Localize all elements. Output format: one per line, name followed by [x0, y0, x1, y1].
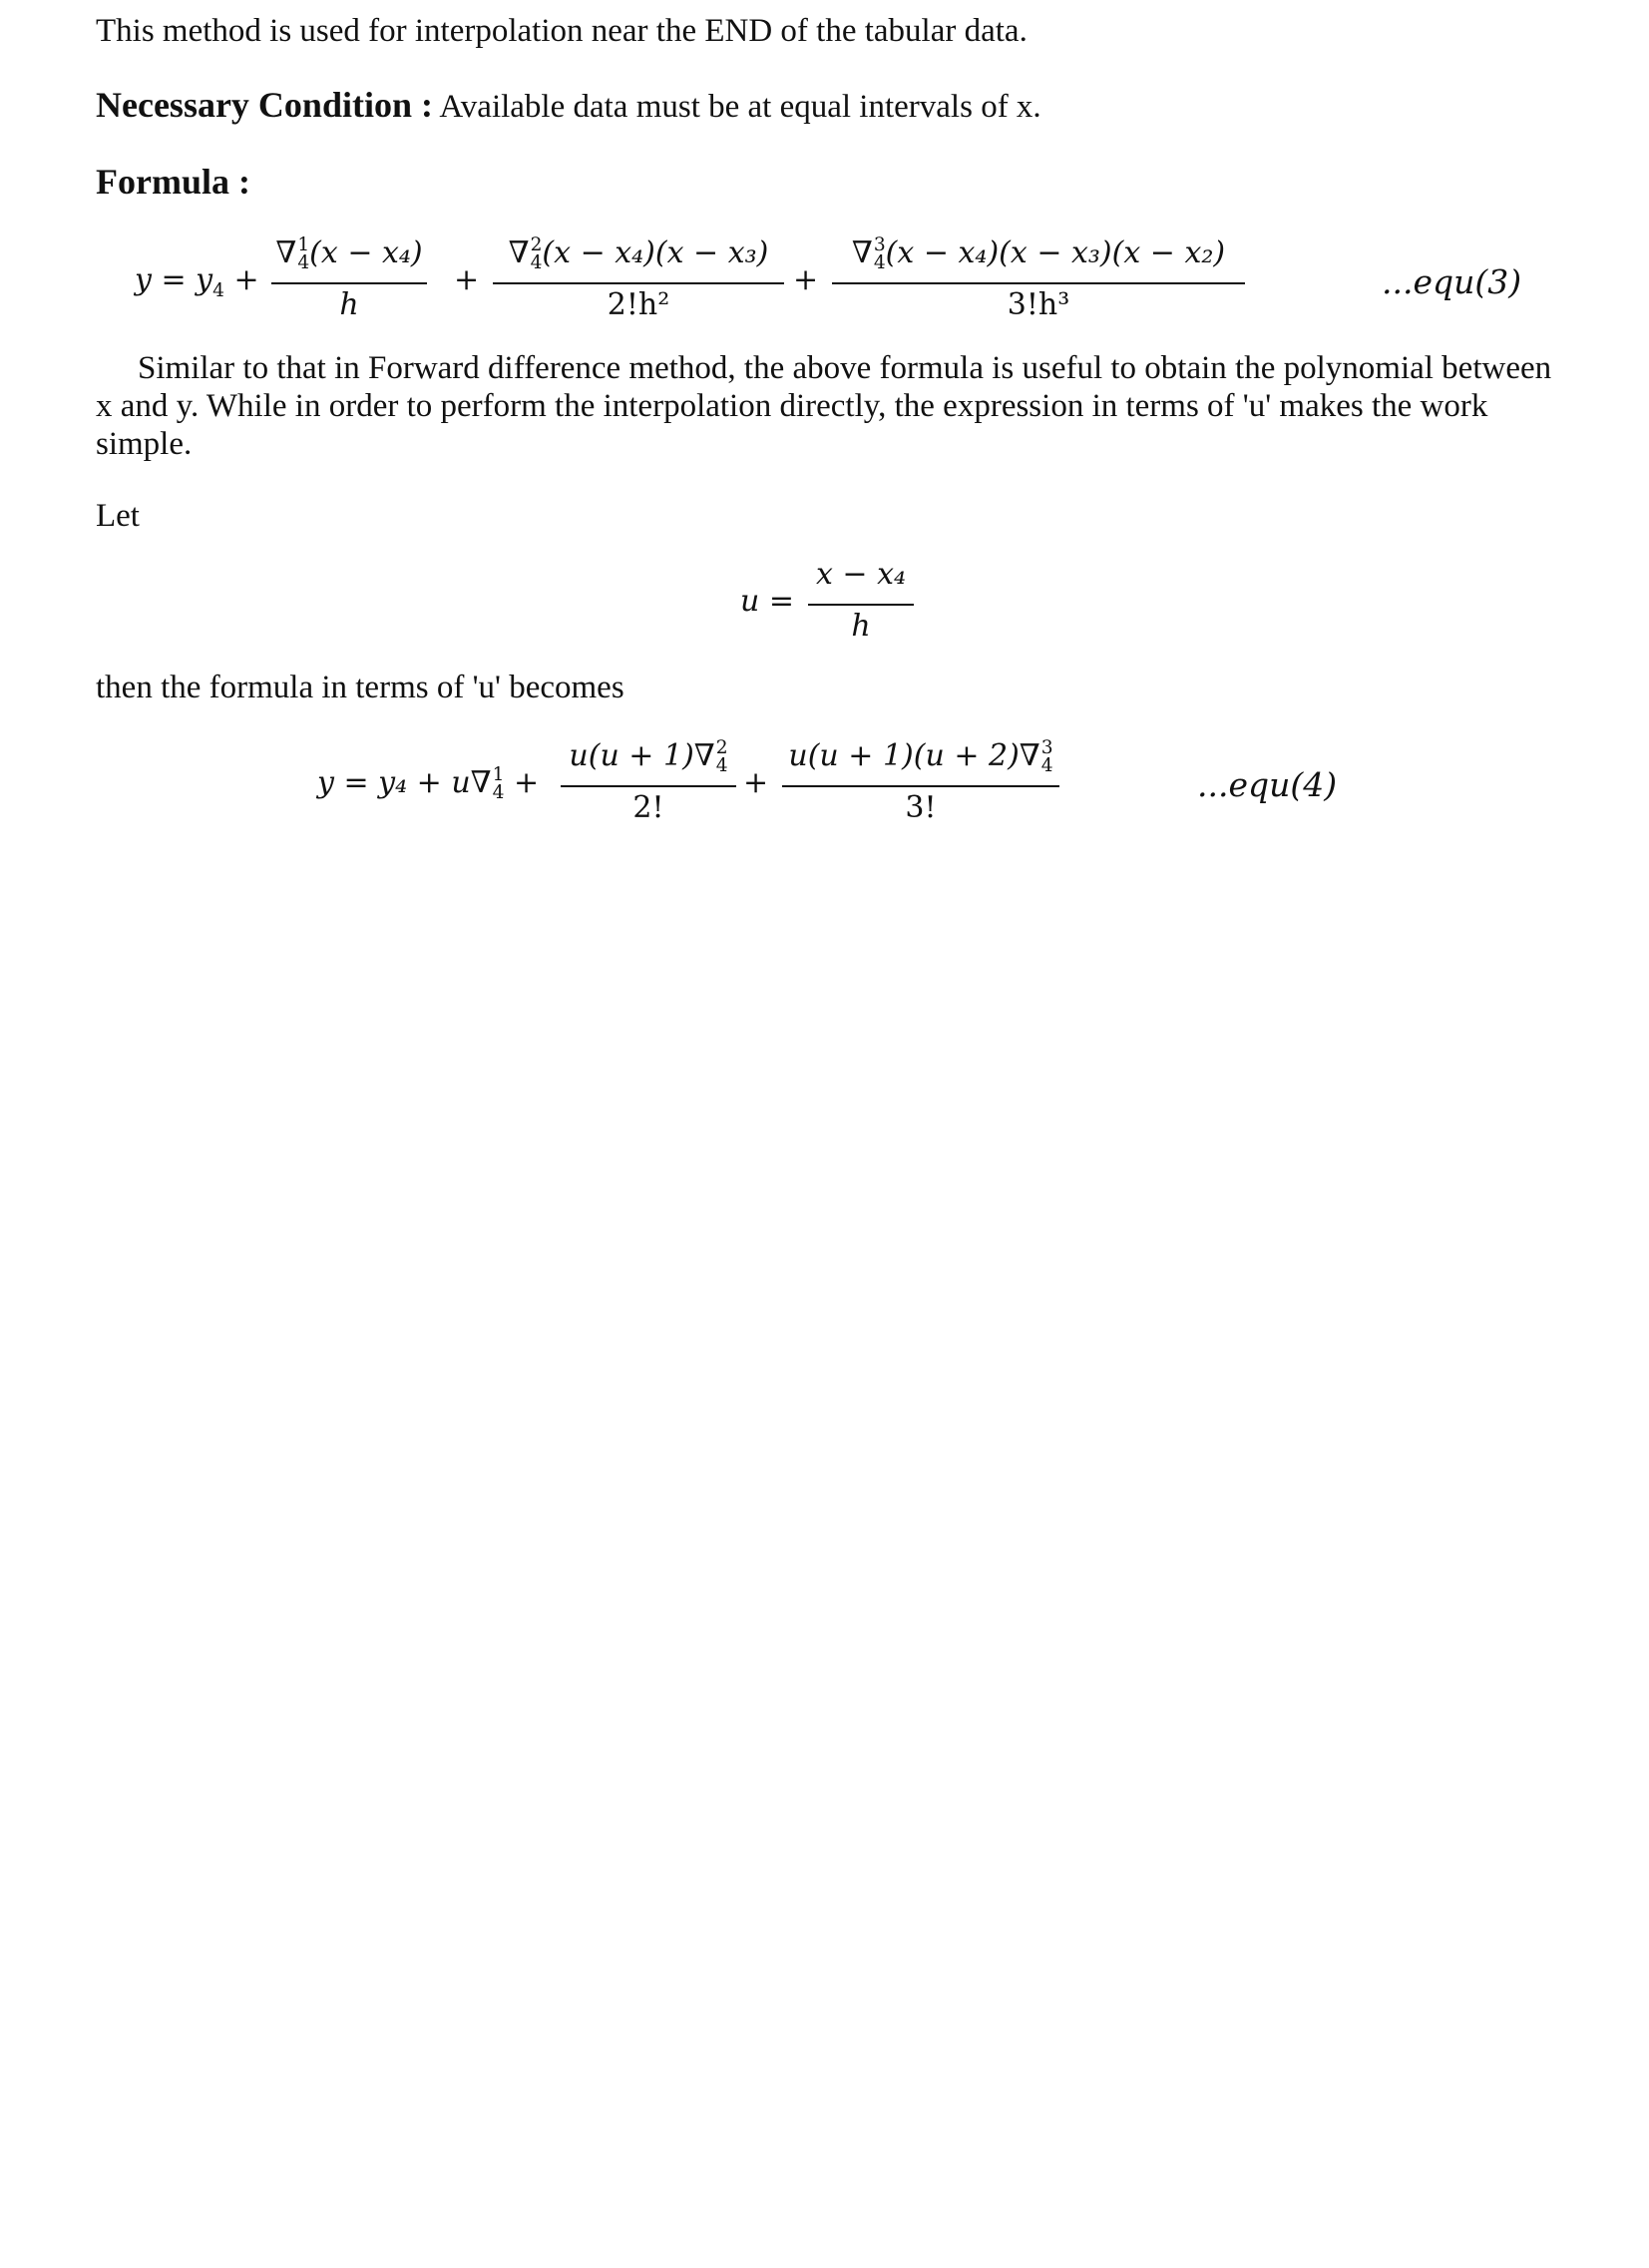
eq3-plus-1: +: [454, 262, 480, 297]
eq3-term2: ∇ 2 4 (x − x₄)(x − x₃) 2!h²: [493, 235, 784, 325]
eq4-plus: +: [743, 765, 769, 800]
formula-heading: Formula :: [96, 162, 250, 202]
u-def-fraction: x − x₄ h: [808, 557, 914, 647]
equation-4-tag: ...equ(4): [1197, 765, 1338, 804]
u-def-lhs: u =: [740, 584, 794, 619]
eq4-term2: u(u + 1)∇ 2 4 2!: [561, 738, 736, 828]
equation-3-tag: ...equ(3): [1382, 262, 1522, 301]
necessary-condition: [96, 86, 1041, 126]
let-text: Let: [96, 498, 140, 534]
eq3-plus-2: +: [793, 262, 819, 297]
then-text: then the formula in terms of 'u' becomes: [96, 670, 624, 705]
intro-text: This method is used for interpolation near the END of the tabular data.: [96, 13, 1028, 49]
condition-text: Available data must be at equal intervals of x.: [432, 89, 1041, 125]
eq3-term1: ∇ 1 4 (x − x₄) h: [271, 235, 427, 325]
condition-label: Necessary Condition :: [96, 85, 433, 125]
eq4-term3: u(u + 1)(u + 2)∇ 3 4 3!: [782, 738, 1059, 828]
eq4-lhs: y = y₄ + u∇ 1 4 +: [317, 764, 540, 803]
explanation-paragraph: Similar to that in Forward difference method, the above formula is useful to obtain the polynomial between x and y. While in order to perform the interpolation directly, the expression in terms of 'u' makes the work simple.: [96, 350, 1552, 462]
eq3-term3: ∇ 3 4 (x − x₄)(x − x₃)(x − x₂) 3!h³: [832, 235, 1245, 325]
eq3-lhs: $y = y_4$ +: [135, 262, 259, 301]
